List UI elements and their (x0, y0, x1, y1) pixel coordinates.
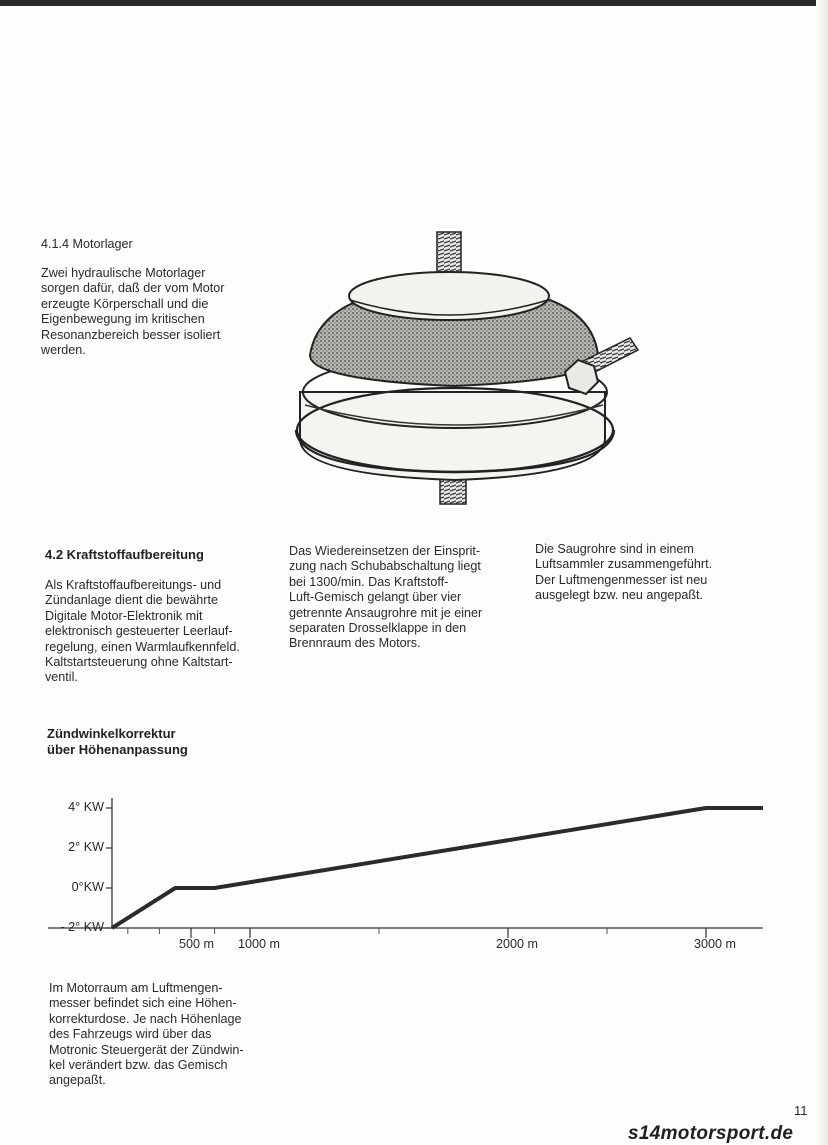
section-4-2-col1: Als Kraftstoffaufbereitungs- und Zündanlage dient die bewährte Digitale Motor-Elektronik mit elektronisch gesteuerter Leerlauf- regelung, einen Warmlaufkennfeld. Kaltstartsteuerung ohne Kaltstart- ventil. (45, 578, 240, 685)
series-line (112, 808, 763, 928)
x-tick-label: 500 m (179, 937, 215, 951)
section-4-1-4-heading: 4.1.4 Motorlager (41, 237, 133, 251)
y-tick-label: 2° KW (68, 840, 104, 854)
x-tick-label: 2000 m (496, 937, 539, 951)
chart-marks (112, 808, 763, 928)
x-tick-label: 3000 m (694, 937, 737, 951)
section-4-1-4-text: Zwei hydraulische Motorlager sorgen dafür, daß der vom Motor erzeugte Körperschall und die Eigenbewegung im kritischen Resonanzbereich besser isoliert werden. (41, 266, 225, 358)
x-tick-label: 1000 m (238, 937, 281, 951)
chart-title: Zündwinkelkorrektur über Höhenanpassung (47, 726, 188, 757)
y-tick-label: - 2° KW (60, 920, 104, 934)
y-tick-label: 4° KW (68, 800, 104, 814)
bottom-paragraph: Im Motorraum am Luftmengen- messer befindet sich eine Höhen- korrekturdose. Je nach Höhenlage des Fahrzeugs wird über das Motronic Steuergerät der Zündwin- kel verändert bzw. das Gemisch angepaßt. (49, 981, 244, 1088)
y-tick-label: 0°KW (71, 880, 104, 894)
section-4-2-col2: Das Wiedereinsetzen der Einsprit- zung nach Schubabschaltung liegt bei 1300/min. Das Kraftstoff- Luft-Gemisch gelangt über vier getrennte Ansaugrohre mit je einer separaten Drosselklappe in den Brennraum des Motors. (289, 544, 483, 651)
page-number: 11 (794, 1103, 808, 1118)
section-4-2-heading: 4.2 Kraftstoffaufbereitung (45, 547, 204, 562)
chart-axes (48, 798, 763, 938)
section-4-2-col3: Die Saugrohre sind in einem Luftsammler zusammengeführt. Der Luftmengenmesser ist neu ausgelegt bzw. neu angepaßt. (535, 542, 713, 603)
watermark: s14motorsport.de (628, 1123, 794, 1144)
